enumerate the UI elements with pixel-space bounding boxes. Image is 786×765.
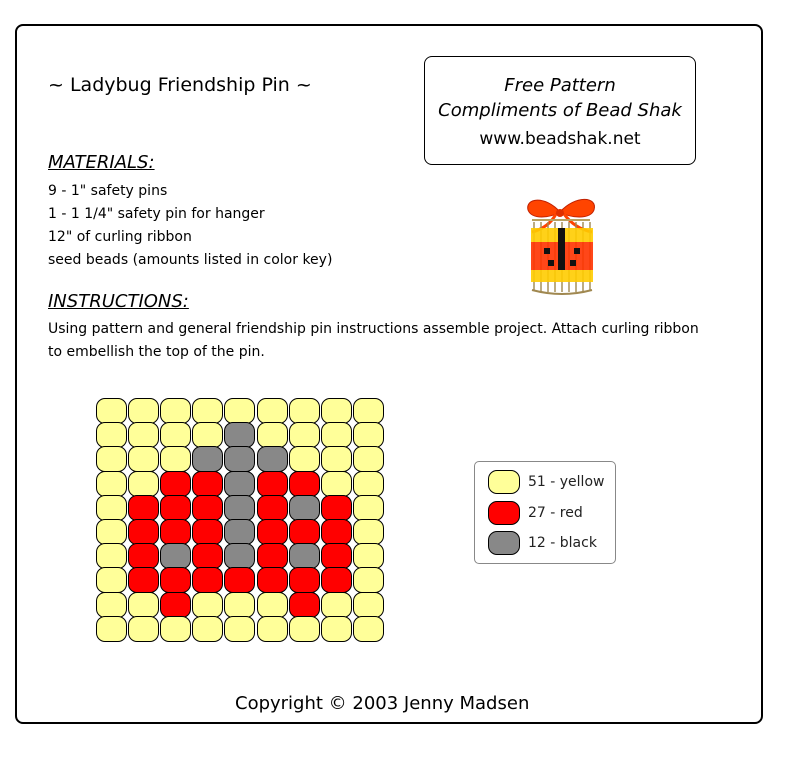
bead — [192, 543, 223, 569]
bead — [192, 398, 223, 424]
bead — [257, 616, 288, 642]
bead — [160, 446, 191, 472]
red-swatch — [488, 501, 520, 525]
bead — [224, 567, 255, 593]
bead — [321, 422, 352, 448]
bead — [128, 616, 159, 642]
legend-label: 27 - red — [528, 505, 583, 521]
bead — [224, 471, 255, 497]
instructions-text: Using pattern and general friendship pin instructions assemble project. Attach curling ribbon to embellish the top of the pin. — [48, 321, 699, 360]
instructions-heading: INSTRUCTIONS: — [48, 291, 189, 312]
materials-item: 1 - 1 1/4" safety pin for hanger — [48, 206, 265, 222]
bead — [192, 519, 223, 545]
color-key — [474, 461, 616, 564]
bead — [160, 495, 191, 521]
bead — [96, 592, 127, 618]
bead — [353, 519, 384, 545]
bead — [224, 446, 255, 472]
bead — [192, 446, 223, 472]
bead — [224, 543, 255, 569]
bead — [128, 398, 159, 424]
bead — [353, 398, 384, 424]
bead — [321, 519, 352, 545]
bead — [321, 446, 352, 472]
bead — [289, 495, 320, 521]
bead — [289, 471, 320, 497]
bead — [192, 495, 223, 521]
bead — [160, 616, 191, 642]
bead — [353, 422, 384, 448]
bead — [160, 519, 191, 545]
bead — [321, 495, 352, 521]
bead — [96, 398, 127, 424]
bead — [257, 592, 288, 618]
bead — [160, 471, 191, 497]
bead-pattern-grid — [96, 398, 388, 642]
bead — [224, 616, 255, 642]
bead — [224, 398, 255, 424]
promo-url[interactable]: www.beadshak.net — [479, 129, 641, 149]
bead — [289, 567, 320, 593]
bead — [128, 567, 159, 593]
bead — [289, 616, 320, 642]
bead — [160, 592, 191, 618]
bead — [289, 543, 320, 569]
page-title: ~ Ladybug Friendship Pin ~ — [48, 74, 312, 96]
copyright-text: Copyright © 2003 Jenny Madsen — [235, 693, 530, 714]
bead — [353, 616, 384, 642]
materials-heading: MATERIALS: — [48, 152, 155, 173]
bead — [224, 592, 255, 618]
promo-line-1: Free Pattern — [504, 75, 616, 96]
bead — [321, 567, 352, 593]
bead — [321, 616, 352, 642]
bead — [257, 543, 288, 569]
bead — [257, 519, 288, 545]
yellow-swatch — [488, 470, 520, 494]
bead — [96, 543, 127, 569]
bead — [192, 567, 223, 593]
bead — [160, 567, 191, 593]
promo-line-2: Compliments of Bead Shak — [438, 100, 682, 121]
bead — [321, 471, 352, 497]
bead — [353, 446, 384, 472]
bead — [128, 471, 159, 497]
legend-label: 51 - yellow — [528, 474, 605, 490]
bead — [128, 446, 159, 472]
bead — [128, 519, 159, 545]
bead — [128, 543, 159, 569]
ladybug-pin-photo — [510, 190, 610, 300]
bead — [321, 543, 352, 569]
bead — [96, 567, 127, 593]
bead — [257, 471, 288, 497]
bead — [321, 398, 352, 424]
bead — [289, 398, 320, 424]
bead — [353, 592, 384, 618]
materials-list — [48, 180, 332, 272]
bead — [192, 471, 223, 497]
bead — [96, 616, 127, 642]
materials-item: 12" of curling ribbon — [48, 229, 192, 245]
bead — [224, 519, 255, 545]
bead — [257, 567, 288, 593]
bead — [289, 519, 320, 545]
bead — [160, 398, 191, 424]
bead — [96, 471, 127, 497]
bead — [289, 446, 320, 472]
bead — [353, 495, 384, 521]
bead — [353, 471, 384, 497]
bead — [353, 567, 384, 593]
bead — [192, 616, 223, 642]
bead — [224, 495, 255, 521]
promo-box — [424, 56, 696, 165]
bead — [289, 422, 320, 448]
bead — [192, 422, 223, 448]
bead — [96, 422, 127, 448]
bead — [96, 519, 127, 545]
bead — [128, 495, 159, 521]
legend-label: 12 - black — [528, 535, 597, 551]
bead — [257, 422, 288, 448]
bead — [192, 592, 223, 618]
bead — [128, 592, 159, 618]
bead — [257, 446, 288, 472]
bead — [257, 398, 288, 424]
bead — [257, 495, 288, 521]
bead — [96, 495, 127, 521]
bead — [128, 422, 159, 448]
bead — [289, 592, 320, 618]
black-swatch — [488, 531, 520, 555]
bead — [321, 592, 352, 618]
bead — [353, 543, 384, 569]
bead — [224, 422, 255, 448]
bead — [160, 422, 191, 448]
bead — [160, 543, 191, 569]
materials-item: 9 - 1" safety pins — [48, 183, 168, 199]
bead — [96, 446, 127, 472]
materials-item: seed beads (amounts listed in color key) — [48, 252, 333, 268]
